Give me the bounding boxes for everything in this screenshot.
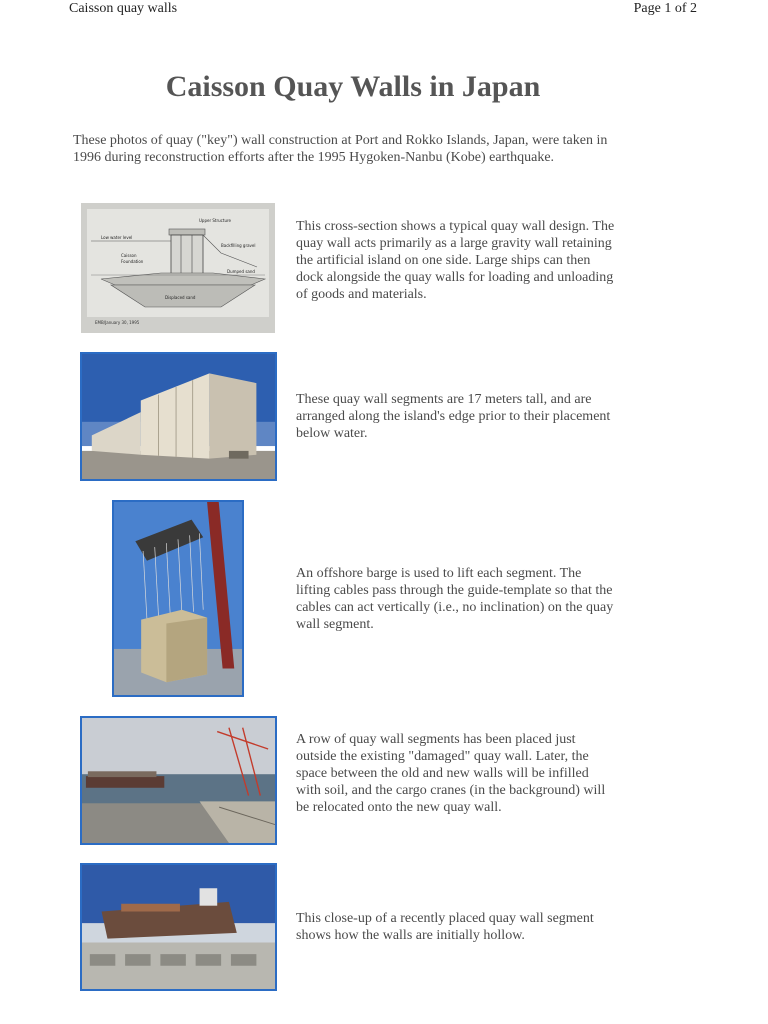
label-backfilling: Backfilling gravel <box>221 243 256 248</box>
label-foundation: Foundation <box>121 259 144 264</box>
photo-barge-lifting <box>112 500 244 697</box>
photo-segment-row <box>80 716 277 845</box>
caption-cross-section: This cross-section shows a typical quay wall design. The quay wall acts primarily as a large gravity wall retaining the artificial island on one side. Large ships can then dock alongside the quay walls for loading and unloading of goods and materials. <box>296 219 615 302</box>
label-low-water: Low water level <box>101 235 133 240</box>
caption-segment-row: A row of quay wall segments has been placed just outside the existing "damaged" quay wall. Later, the space between the old and new walls will be infilled with soil, and the cargo cranes (in the background) will be relocated onto the new quay wall. <box>296 732 606 815</box>
caption-hollow-walls: This close-up of a recently placed quay wall segment shows how the walls are initially hollow. <box>296 911 594 943</box>
photo-hollow-walls <box>80 863 277 991</box>
cross-section-diagram <box>81 203 275 333</box>
page-title: Caisson Quay Walls in Japan <box>165 70 541 103</box>
caption-barge-lifting: An offshore barge is used to lift each segment. The lifting cables pass through the guide-template so that the cables can act vertically (i.e., no inclination) on the quay wall segment. <box>296 566 614 632</box>
label-caisson: Caisson <box>121 253 137 258</box>
page-indicator: Page 1 of 2 <box>633 1 697 16</box>
label-displaced-sand: Displaced sand <box>165 295 196 300</box>
photo-wall-segments <box>80 352 277 481</box>
intro-paragraph: These photos of quay ("key") wall construction at Port and Rokko Islands, Japan, were taken in 1996 during reconstruction efforts after the 1995 Hygoken-Nanbu (Kobe) earthquake. <box>73 133 608 165</box>
label-upper-structure: Upper Structure <box>199 218 231 223</box>
caption-wall-segments: These quay wall segments are 17 meters tall, and are arranged along the island's edge prior to their placement below water. <box>296 392 611 441</box>
document-title: Caisson quay walls <box>69 1 178 16</box>
label-dumped-sand: Dumped sand <box>227 269 255 274</box>
diagram-credit: EMB/January 30, 1995 <box>95 320 140 325</box>
